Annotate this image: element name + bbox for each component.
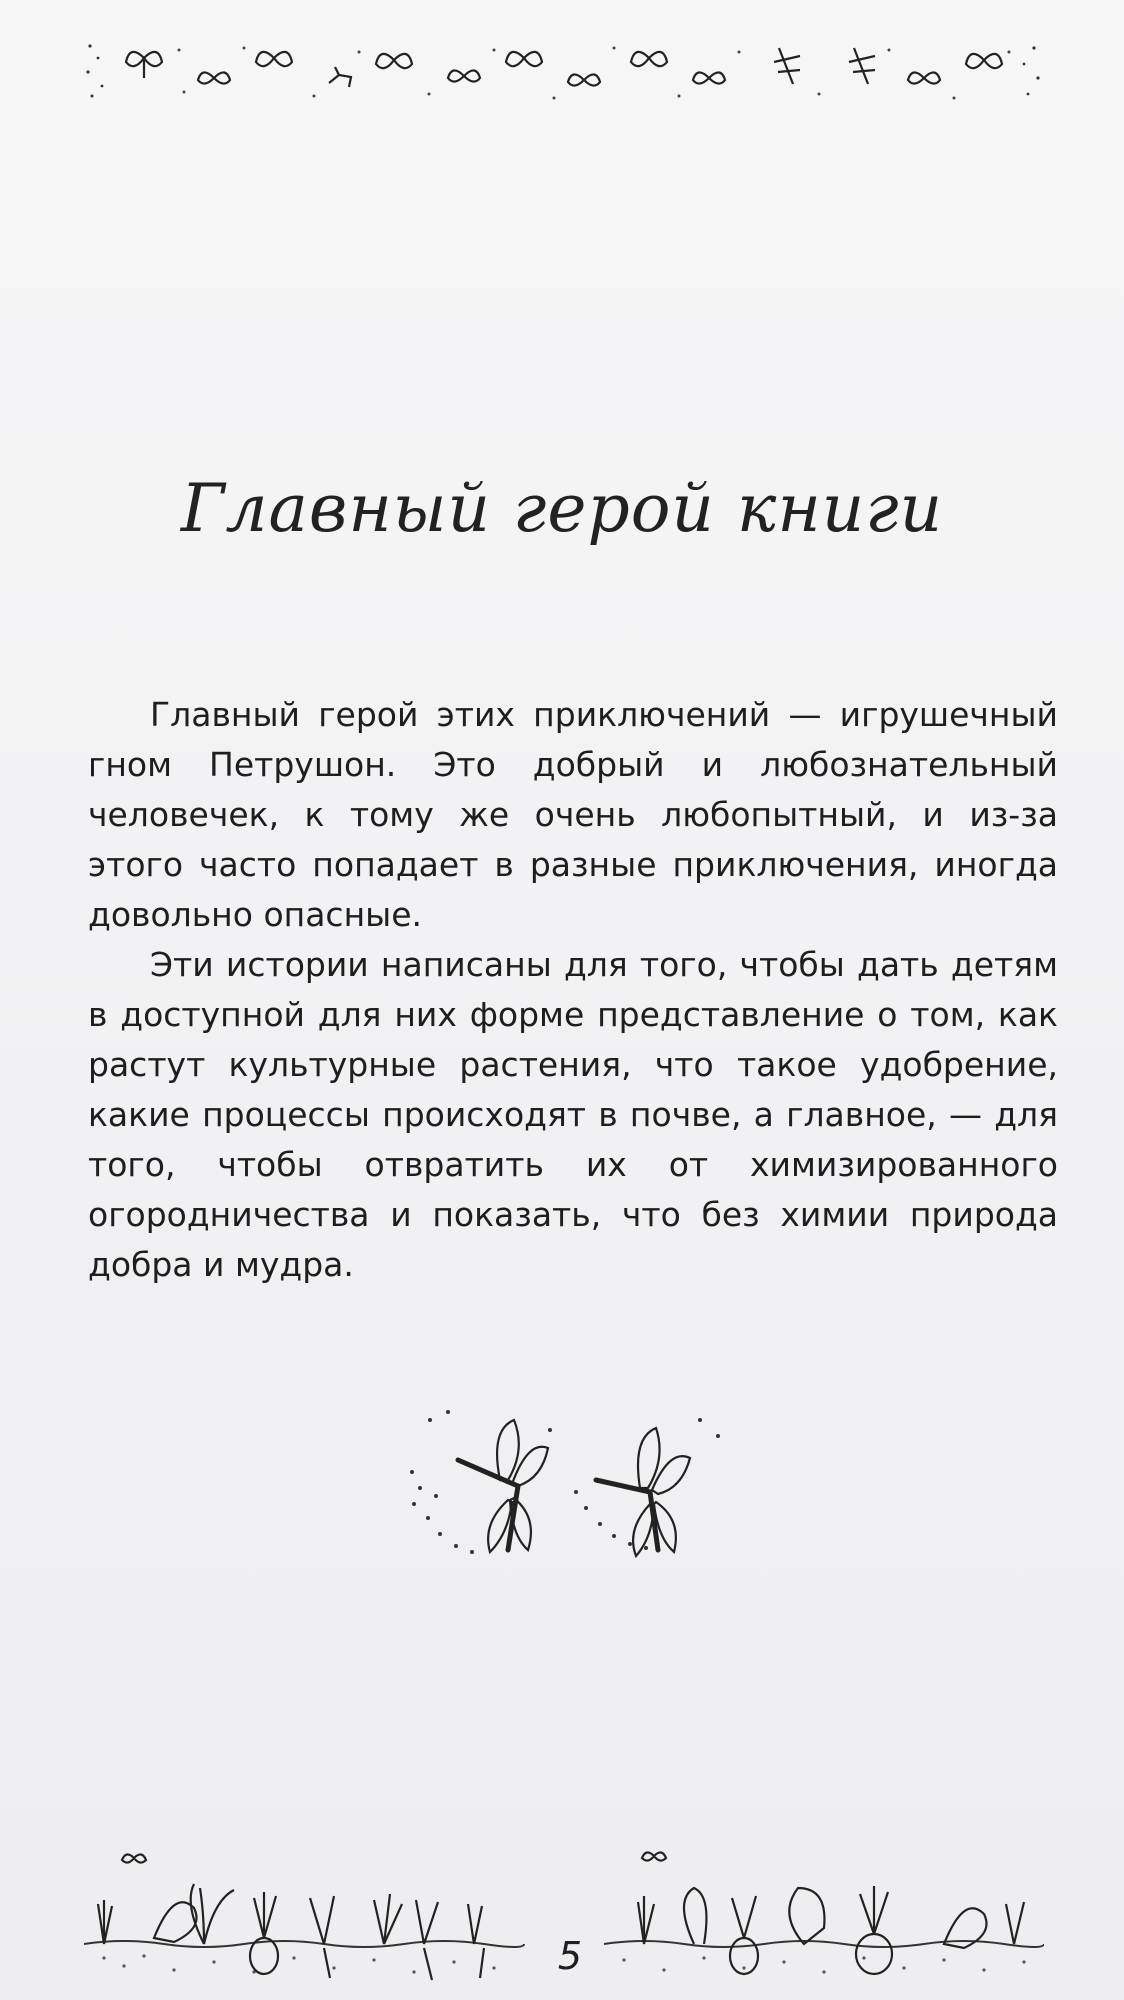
paragraph-2: Эти истории написаны для того, чтобы дать детям в доступной для них форме представление о том, как растут культурные растения, что такое удобрение, какие процессы происходят в почве, а главное, — для того, чтобы отвратить их от химизированного огородничества и показать, что без химии природа добра и мудра.: [88, 945, 1058, 1284]
butterfly-border-illustration: [84, 28, 1044, 112]
dragonflies-illustration: [400, 1400, 740, 1580]
paragraph-1: Главный герой этих приключений — игрушечный гном Петрушон. Это добрый и любознательный человечек, к тому же очень любопытный, и из-за этого часто попадает в разные приключения, иногда довольно опасные.: [88, 695, 1058, 934]
page-number: 5: [557, 1934, 583, 1978]
body-text: [88, 690, 1058, 1290]
chapter-title: Главный герой книги: [180, 470, 944, 547]
